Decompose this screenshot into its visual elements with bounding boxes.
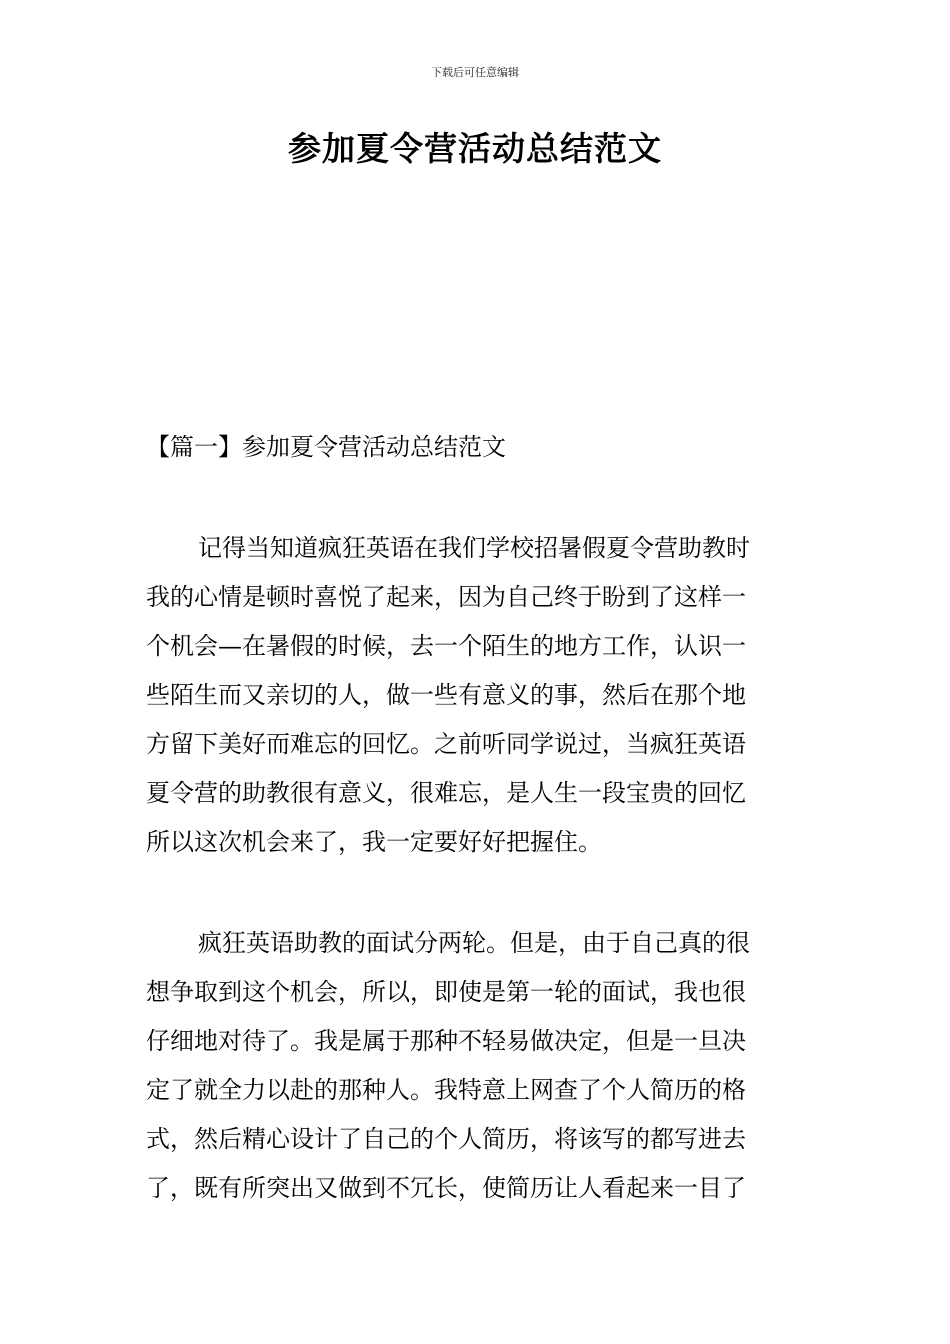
paragraph-line: 记得当知道疯狂英语在我们学校招暑假夏令营助教时	[198, 534, 750, 562]
paragraph-line: 想争取到这个机会，所以，即使是第一轮的面试，我也很	[146, 978, 746, 1006]
paragraph-line: 所以这次机会来了，我一定要好好把握住。	[146, 828, 602, 856]
document-title: 参加夏令营活动总结范文	[288, 129, 662, 168]
header-note: 下载后可任意编辑	[431, 66, 519, 79]
paragraph-line: 定了就全力以赴的那种人。我特意上网查了个人简历的格	[146, 1076, 746, 1104]
paragraph-line: 了，既有所突出又做到不冗长，使简历让人看起来一目了	[146, 1174, 746, 1202]
paragraph-line: 些陌生而又亲切的人，做一些有意义的事，然后在那个地	[146, 681, 746, 709]
paragraph-line: 方留下美好而难忘的回忆。之前听同学说过，当疯狂英语	[146, 730, 746, 758]
paragraph-1	[146, 524, 806, 867]
paragraph-line: 仔细地对待了。我是属于那种不轻易做决定，但是一旦决	[146, 1027, 746, 1055]
paragraph-line: 式，然后精心设计了自己的个人简历，将该写的都写进去	[146, 1125, 746, 1153]
paragraph-2	[146, 919, 806, 1213]
paragraph-line: 夏令营的助教很有意义，很难忘，是人生一段宝贵的回忆	[146, 779, 746, 807]
paragraph-line: 我的心情是顿时喜悦了起来，因为自己终于盼到了这样一	[146, 583, 746, 611]
paragraph-line: 疯狂英语助教的面试分两轮。但是，由于自己真的很	[198, 929, 750, 957]
section-heading: 【篇一】参加夏令营活动总结范文	[146, 433, 506, 461]
paragraph-line: 个机会—在暑假的时候，去一个陌生的地方工作，认识一	[146, 632, 746, 660]
